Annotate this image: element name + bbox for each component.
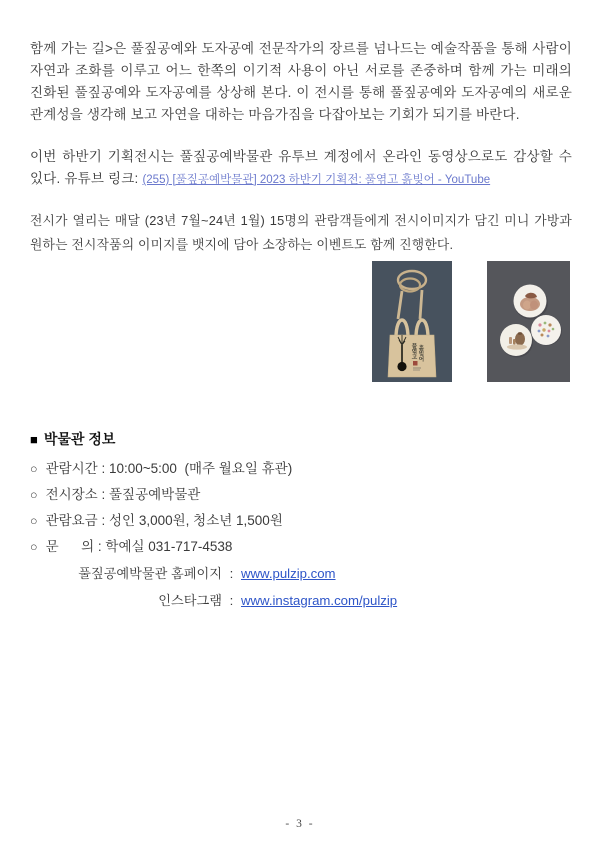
museum-info-list: [30, 456, 572, 560]
info-separator: :: [97, 461, 109, 476]
intro-paragraph: 함께 가는 길>은 풀짚공예와 도자공예 전문작가의 장르를 넘나드는 예술작품을 통해 사람이 자연과 조화를 이루고 어느 한쪽의 이기적 사용이 아닌 서로를 존중하며 함께 가는 미래의 진화된 풀짚공예와 도자공예를 상상해 본다. 이 전시를 통해 풀짚공예와 도자공예의 새로운 관계성을 생각해 보고 자연을 대하는 마음가짐을 다잡아보는 기회가 되기를 바란다.: [30, 41, 572, 122]
event-photos-row: [0, 261, 570, 382]
youtube-paragraph: [30, 146, 572, 191]
youtube-paragraph-lead: 이번 하반기 기획전시는 풀짚공예박물관 유투브 계정에서 온라인 동영상으로도 감상할 수 있다. 유튜브 링크:: [30, 149, 572, 186]
tote-bag-print-text-col2: 흙빚어: [417, 345, 424, 362]
tote-bag-photo: [372, 261, 452, 382]
info-row-contact: [30, 534, 572, 560]
tote-bag-stamp-mark: [413, 361, 418, 366]
info-separator: :: [226, 566, 237, 581]
info-row-venue: [30, 482, 572, 508]
info-label: 관람요금: [45, 513, 98, 528]
info-value: 학예실 031-717-4538: [105, 539, 233, 554]
circle-bullet-icon: ○: [30, 488, 38, 502]
museum-info-heading: [30, 429, 572, 450]
info-separator: :: [97, 487, 109, 502]
page-number: - 3 -: [285, 818, 315, 830]
info-label: 문 의: [45, 539, 95, 554]
circle-bullet-icon: ○: [30, 514, 38, 528]
museum-info-heading-label: 박물관 정보: [43, 431, 116, 447]
info-separator: :: [226, 593, 237, 608]
instagram-row: [30, 587, 572, 614]
circle-bullet-icon: ○: [30, 462, 38, 476]
museum-links: [30, 560, 572, 614]
homepage-row: [30, 560, 572, 587]
instagram-link[interactable]: www.instagram.com/pulzip: [241, 593, 398, 608]
info-label: 관람시간: [45, 461, 98, 476]
circle-bullet-icon: ○: [30, 540, 38, 554]
info-value: 성인 3,000원, 청소년 1,500원: [109, 513, 283, 528]
instagram-label: 인스타그램: [158, 593, 222, 608]
info-row-fees: [30, 508, 572, 534]
info-value: 10:00~5:00 (매주 월요일 휴관): [109, 461, 293, 476]
info-value: 풀짚공예박물관: [109, 487, 201, 502]
homepage-label: 풀짚공예박물관 홈페이지: [78, 566, 222, 581]
info-separator: :: [94, 539, 106, 554]
event-paragraph: 전시가 열리는 매달 (23년 7월~24년 1월) 15명의 관람객들에게 전시이미지가 담긴 미니 가방과 원하는 전시작품의 이미지를 뱃지에 담아 소장하는 이벤트도 함께 진행한다.: [30, 213, 572, 252]
tote-bag-print-text-col1: 풀엮고: [410, 343, 417, 360]
info-row-hours: [30, 456, 572, 482]
info-label: 전시장소: [45, 487, 98, 502]
badges-photo: [487, 261, 570, 382]
homepage-link[interactable]: www.pulzip.com: [241, 566, 336, 581]
square-bullet-icon: ■: [30, 432, 38, 447]
info-separator: :: [97, 513, 109, 528]
youtube-link[interactable]: (255) [풀짚공예박물관] 2023 하반기 기획전: 풀엮고 흙빚어 - YouTube: [142, 174, 491, 186]
museum-info-section: [30, 429, 572, 614]
